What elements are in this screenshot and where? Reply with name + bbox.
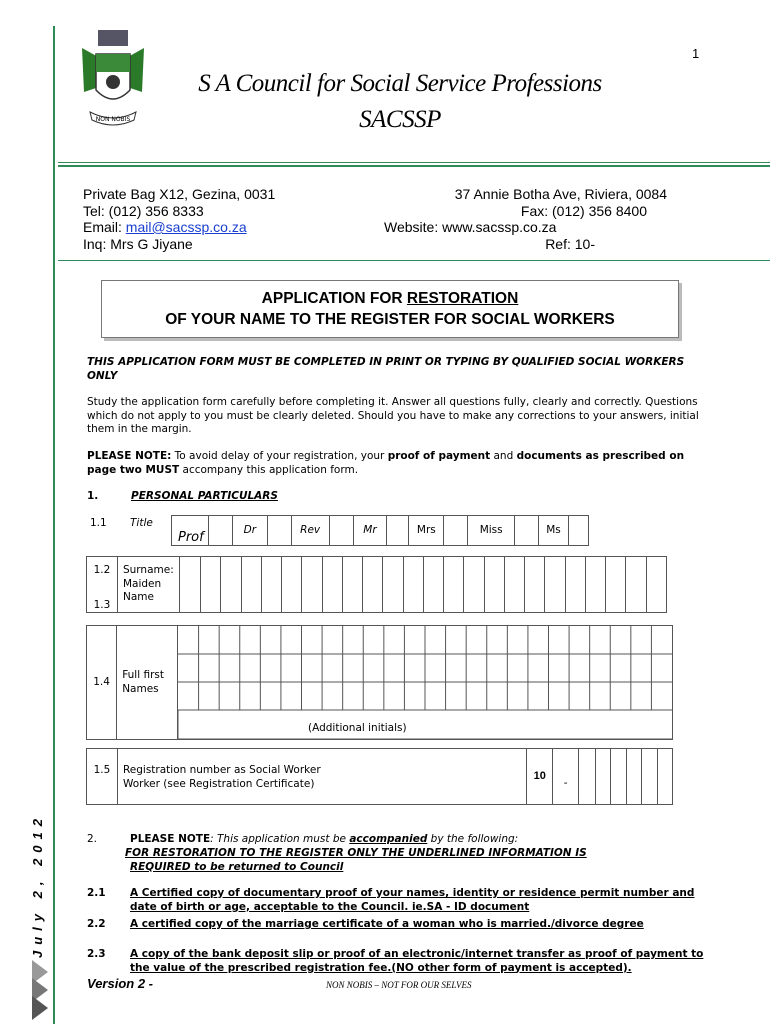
reg-dash: -: [553, 749, 579, 805]
title-box[interactable]: [329, 516, 353, 546]
chevron-decoration-icon: [28, 960, 52, 1020]
name-label: Name: [122, 591, 154, 604]
title-options-table: [171, 515, 589, 546]
title-box[interactable]: [208, 516, 232, 546]
title-ms[interactable]: Ms: [539, 516, 569, 546]
cell-divider: [646, 557, 647, 612]
fullnames-label-1: Full first: [122, 669, 164, 681]
cell-divider: [626, 749, 627, 804]
cell-divider: [220, 557, 221, 612]
reference: Ref: 10-: [545, 235, 595, 252]
cell-divider: [382, 557, 383, 612]
reg-num: 1.5: [87, 749, 118, 805]
reg-number-cells[interactable]: [579, 749, 673, 805]
title-box[interactable]: [387, 516, 409, 546]
item-2-3-text: A copy of the bank deposit slip or proof of an electronic/internet transfer as proof of payment to the value of the prescribed registration fee.(NO other form of payment is accepted).: [130, 948, 704, 974]
item-2-3-num: 2.3: [87, 948, 106, 960]
fullnames-table: [86, 625, 673, 740]
cell-divider: [657, 749, 658, 804]
fax: Fax: (012) 356 8400: [520, 202, 647, 219]
form-title-line2: OF YOUR NAME TO THE REGISTER FOR SOCIAL WORKERS: [165, 311, 615, 328]
item-2-1-num: 2.1: [87, 887, 106, 899]
side-date: July 2, 2012: [30, 813, 45, 958]
cell-divider: [403, 557, 404, 612]
maiden-num: 1.3: [87, 585, 118, 613]
completion-notice: THIS APPLICATION FORM MUST BE COMPLETED IN PRINT OR TYPING BY QUALIFIED SOCIAL WORKERS ONLY: [87, 356, 685, 382]
title-label: Title: [130, 517, 153, 529]
org-header: [190, 66, 610, 138]
version-label: Version 2 -: [87, 976, 153, 991]
reg-label-cell: [117, 749, 526, 805]
cell-divider: [241, 557, 242, 612]
title-num: 1.1: [90, 517, 107, 529]
form-title-box: [101, 280, 679, 338]
title-box[interactable]: [267, 516, 291, 546]
study-instructions: Study the application form carefully before completing it. Answer all questions fully, clearly and correctly. Questions which do not apply to you must be clearly deleted. Should you have to make any corrections to your answers, initial them in the margin.: [87, 396, 699, 435]
svg-text:NON NOBIS: NON NOBIS: [95, 116, 131, 123]
surname-label: Surname:: [122, 564, 174, 577]
cell-divider: [281, 557, 282, 612]
surname-cells[interactable]: [179, 557, 666, 613]
reg-label-1: Registration number as Social Worker: [122, 764, 321, 776]
title-box[interactable]: [515, 516, 539, 546]
fullnames-num: 1.4: [87, 626, 117, 740]
surname-table: [86, 556, 667, 613]
form-title-line1: APPLICATION FOR RESTORATION: [261, 290, 519, 307]
section1-number: 1.: [87, 490, 99, 502]
org-name: S A Council for Social Service Professions: [198, 70, 602, 97]
registration-table: [86, 748, 673, 805]
address-rule: [58, 260, 770, 261]
cell-divider: [641, 749, 642, 804]
street-address: 37 Annie Botha Ave, Riviera, 0084: [454, 186, 667, 202]
cell-divider: [443, 557, 444, 612]
title-prof[interactable]: Prof: [172, 516, 209, 546]
cell-divider: [261, 557, 262, 612]
coat-of-arms-logo: [76, 28, 150, 132]
item-2-2-num: 2.2: [87, 918, 106, 930]
reg-prefix: 10: [527, 749, 553, 805]
cell-divider: [605, 557, 606, 612]
cell-divider: [301, 557, 302, 612]
cell-divider: [322, 557, 323, 612]
title-mr[interactable]: Mr: [353, 516, 387, 546]
section2-restoration-note: FOR RESTORATION TO THE REGISTER ONLY THE UNDERLINED INFORMATION IS: [125, 847, 587, 859]
fullnames-cells[interactable]: [178, 626, 672, 739]
cell-divider: [463, 557, 464, 612]
left-margin-line: [53, 26, 55, 1024]
title-box[interactable]: [568, 516, 588, 546]
cell-divider: [610, 749, 611, 804]
address-left: [83, 186, 275, 252]
email-link[interactable]: mail@sacssp.co.za: [125, 219, 247, 235]
maiden-label: Maiden: [122, 577, 162, 590]
cell-divider: [625, 557, 626, 612]
email-line: Email: mail@sacssp.co.za: [83, 219, 247, 235]
section2-required-note: REQUIRED to be returned to Council: [130, 861, 344, 873]
surname-label-cell: [117, 557, 179, 613]
please-note-delay: PLEASE NOTE: To avoid delay of your registration, your proof of payment and documents as prescribed on page two MUST accompany this application form.: [87, 450, 685, 476]
section2-note: PLEASE NOTE: This application must be accompanied by the following:: [130, 833, 519, 845]
header-rule: [58, 162, 770, 163]
cell-divider: [524, 557, 525, 612]
cell-divider: [585, 557, 586, 612]
inquiries: Inq: Mrs G Jiyane: [83, 235, 193, 252]
org-abbr: SACSSP: [359, 106, 441, 133]
item-2-2-text: A certified copy of the marriage certificate of a woman who is married./divorce degree: [130, 918, 644, 930]
footer-motto: NON NOBIS – NOT FOR OUR SELVES: [326, 980, 472, 990]
title-mrs[interactable]: Mrs: [409, 516, 444, 546]
cell-divider: [200, 557, 201, 612]
cell-divider: [565, 557, 566, 612]
title-box[interactable]: [444, 516, 468, 546]
title-dr[interactable]: Dr: [232, 516, 267, 546]
title-rev[interactable]: Rev: [291, 516, 329, 546]
header-rule-thick: [58, 165, 770, 167]
cell-divider: [423, 557, 424, 612]
item-2-1-text: A Certified copy of documentary proof of your names, identity or residence permit number and date of birth or age, acceptable to the Council. ie.SA - ID document: [130, 887, 695, 913]
additional-initials: (Additional initials): [307, 722, 407, 734]
cell-divider: [504, 557, 505, 612]
surname-num: 1.2: [87, 557, 118, 585]
cell-divider: [595, 749, 596, 804]
cell-divider: [362, 557, 363, 612]
website: Website: www.sacssp.co.za: [384, 219, 557, 235]
postal-address: Private Bag X12, Gezina, 0031: [83, 186, 276, 202]
tel: Tel: (012) 356 8333: [83, 202, 204, 219]
cell-divider: [544, 557, 545, 612]
cell-divider: [342, 557, 343, 612]
title-miss[interactable]: Miss: [468, 516, 515, 546]
reg-label-2: Worker (see Registration Certificate): [122, 777, 315, 790]
fullnames-grid[interactable]: [177, 626, 672, 740]
fullnames-label-cell: [117, 626, 178, 740]
section1-heading: PERSONAL PARTICULARS: [131, 490, 278, 502]
fullnames-label-2: Names: [122, 682, 159, 695]
cell-divider: [484, 557, 485, 612]
address-right: [384, 186, 667, 252]
section2-number: 2.: [87, 833, 98, 845]
page-number: 1: [692, 46, 700, 61]
